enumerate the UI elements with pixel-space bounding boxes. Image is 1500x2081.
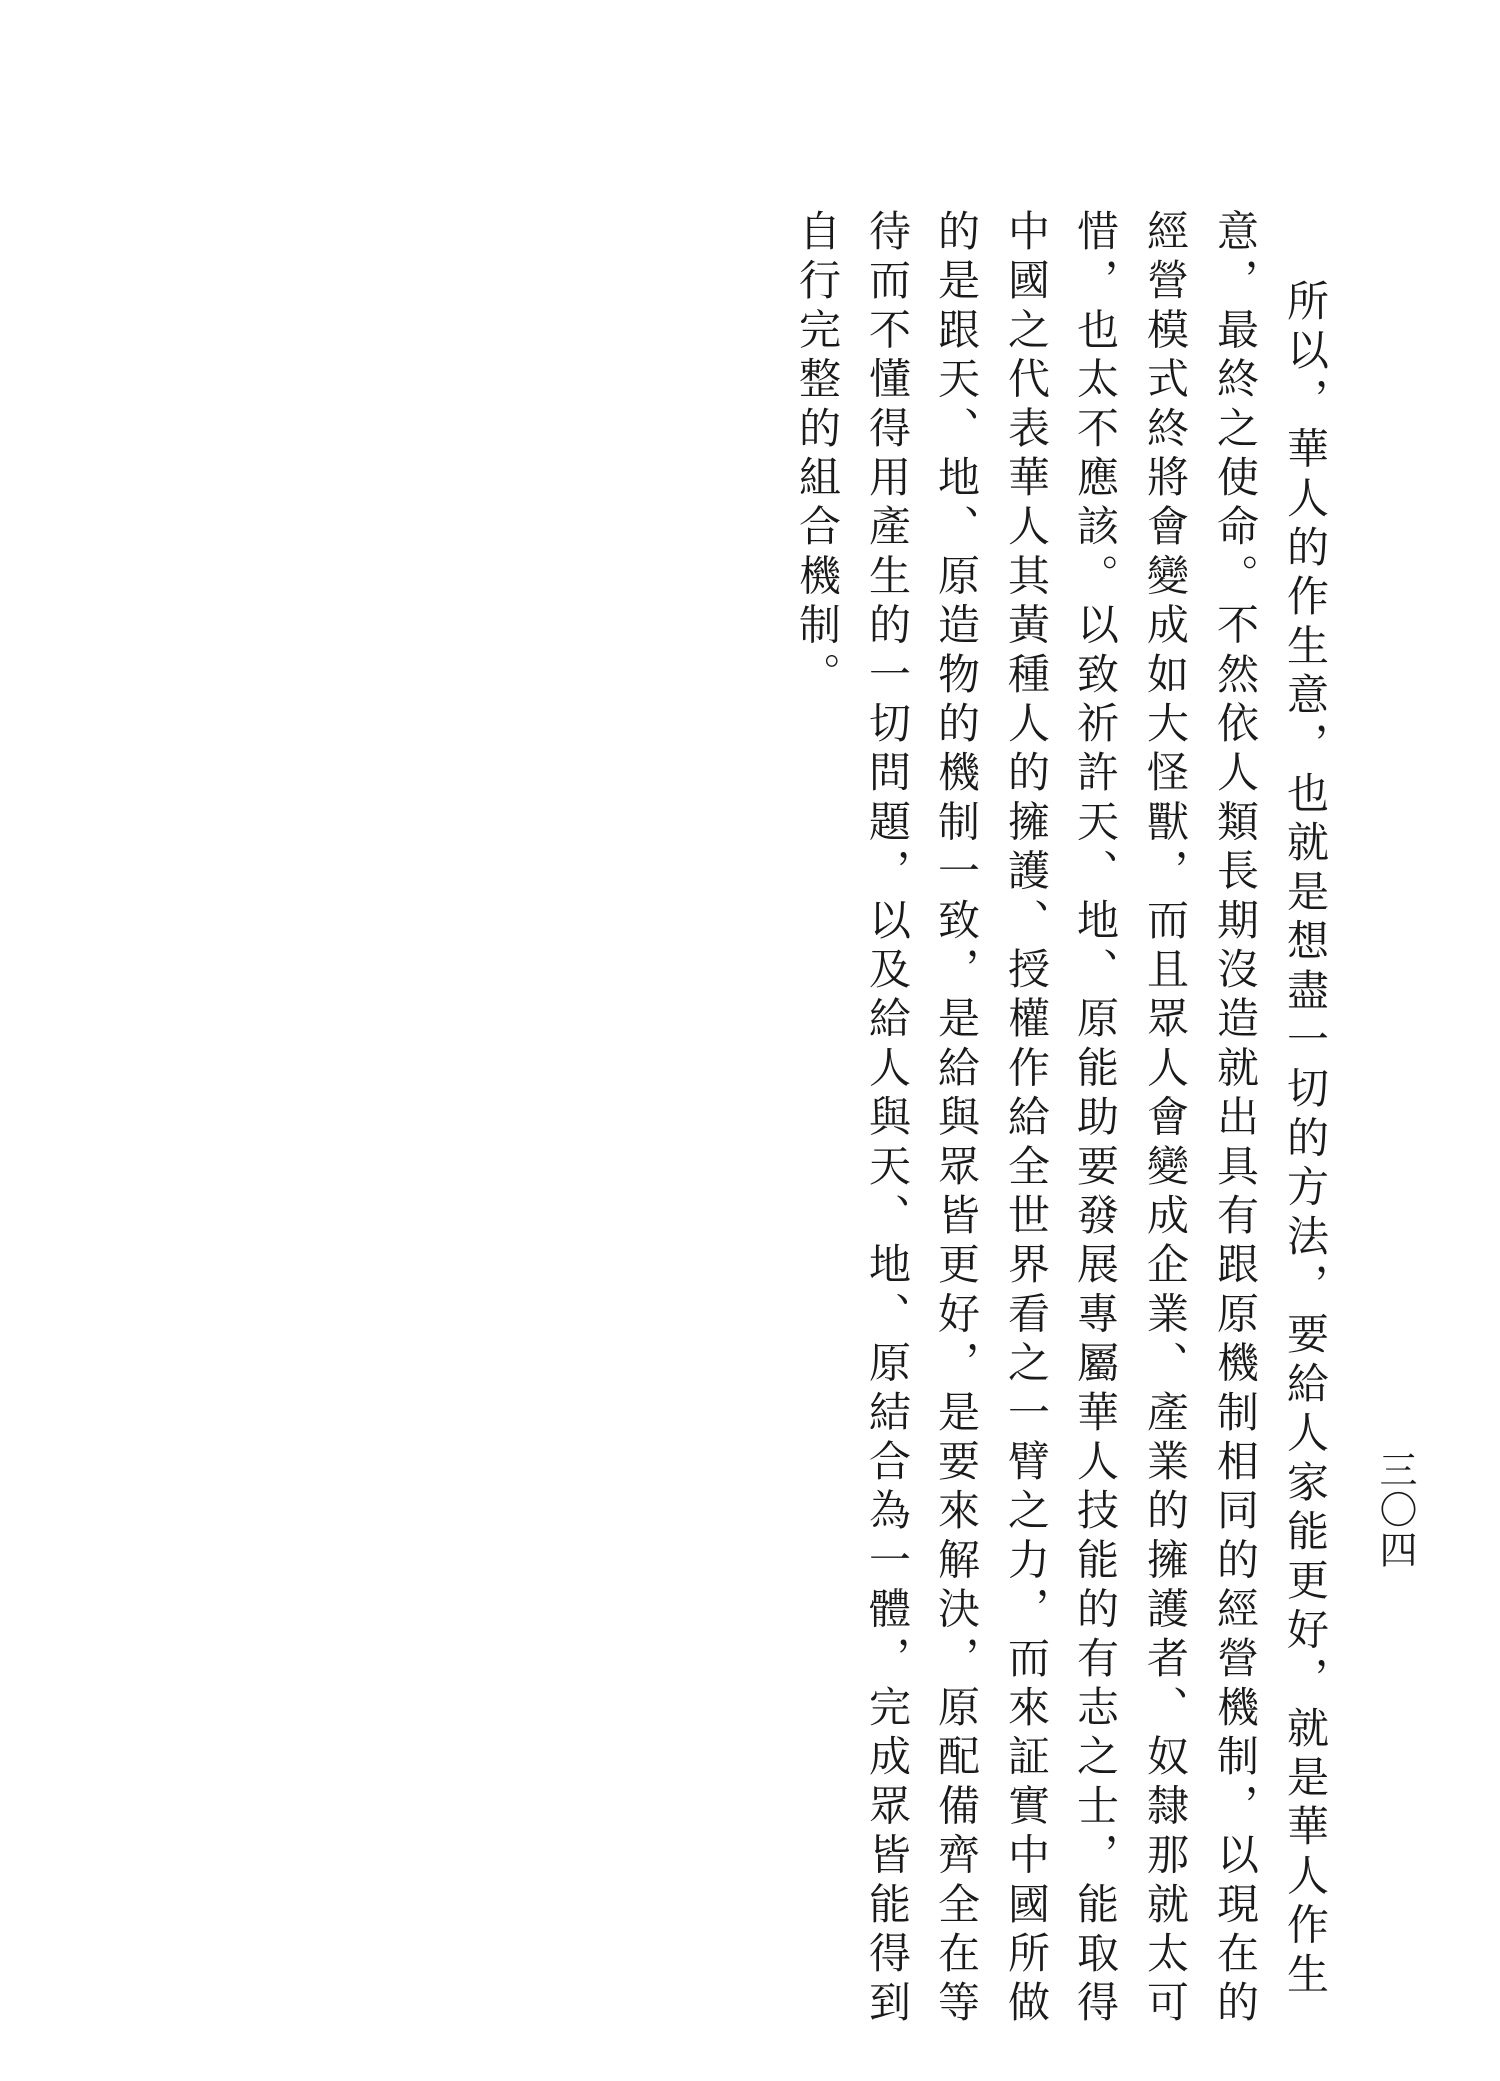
text-column-6: 的是跟天、地、原造物的機制一致，是給與眾皆更好，是要來解決，原配備齊全在等 [932,209,981,2030]
text-column-3: 經營模式終將會變成如大怪獸，而且眾人會變成企業、產業的擁護者、奴隸那就太可 [1141,209,1190,2030]
text-column-5: 中國之代表華人其黃種人的擁護、授權作給全世界看之一臂之力，而來証實中國所做 [1002,209,1051,2030]
text-column-4: 惜，也太不應該。以致祈許天、地、原能助要發展專屬華人技能的有志之士，能取得 [1071,209,1120,2030]
text-column-2: 意，最終之使命。不然依人類長期沒造就出具有跟原機制相同的經營機制，以現在的 [1211,209,1260,2030]
text-column-1: 所以，華人的作生意，也就是想盡一切的方法，要給人家能更好，就是華人作生 [1281,279,1330,2001]
text-column-7: 待而不懂得用產生的一切問題，以及給人與天、地、原結合為一體，完成眾皆能得到 [863,209,912,2030]
page-number: 三〇四 [1373,1450,1417,1570]
text-column-8: 自行完整的組合機制。 [793,209,842,701]
